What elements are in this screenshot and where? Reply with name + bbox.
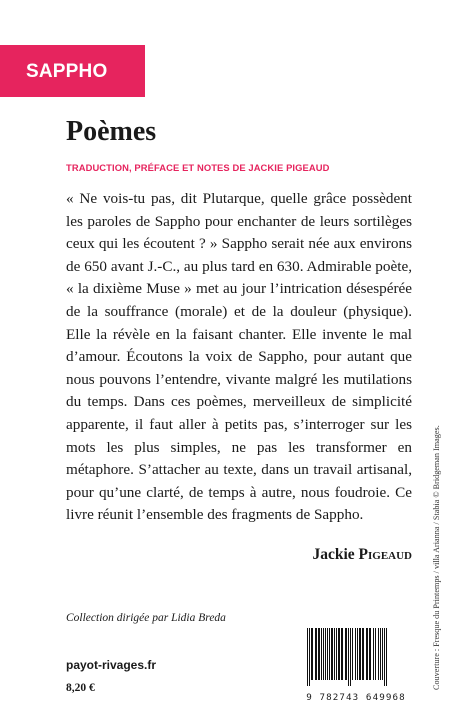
barcode-bar (323, 628, 324, 680)
barcode-bar (359, 628, 361, 680)
signature-first-name: Jackie (312, 546, 355, 563)
barcode-bar (331, 628, 333, 680)
barcode-bar (318, 628, 320, 680)
barcode-bar (369, 628, 371, 680)
barcode-bar (327, 628, 328, 680)
price: 8,20 € (66, 682, 95, 694)
barcode-bar (384, 628, 385, 686)
barcode-bar (309, 628, 310, 686)
barcode-bar (378, 628, 379, 680)
barcode-bar (338, 628, 340, 680)
barcode-bar (321, 628, 322, 680)
blurb-signature (312, 546, 412, 564)
barcode-bar (341, 628, 343, 680)
barcode (305, 628, 407, 686)
barcode-bar (334, 628, 335, 680)
barcode-number: 9 782743 649968 (306, 692, 406, 703)
collection-editor: Collection dirigée par Lidia Breda (66, 612, 226, 624)
barcode-bar (315, 628, 317, 680)
barcode-bar (348, 628, 349, 686)
barcode-bar (382, 628, 383, 680)
barcode-bar (350, 628, 351, 686)
barcode-bar (352, 628, 353, 680)
barcode-bar (345, 628, 347, 680)
book-title: Poèmes (66, 116, 157, 147)
barcode-bars (305, 628, 407, 686)
barcode-bar (336, 628, 337, 680)
signature-last-name: Pigeaud (358, 546, 412, 563)
barcode-bar (307, 628, 308, 686)
barcode-bar (386, 628, 387, 686)
translator-credit: TRADUCTION, PRÉFACE ET NOTES DE JACKIE PIGEAUD (66, 162, 330, 173)
barcode-bar (311, 628, 313, 680)
publisher-website: payot-rivages.fr (66, 658, 157, 672)
barcode-bar (329, 628, 330, 680)
barcode-bar (355, 628, 356, 680)
barcode-bar (362, 628, 364, 680)
barcode-bar (375, 628, 376, 680)
barcode-bar (366, 628, 368, 680)
author-name: SAPPHO (26, 61, 108, 82)
barcode-bar (325, 628, 326, 680)
back-cover-blurb: « Ne vois-tu pas, dit Plutarque, quelle grâce possèdent les paroles de Sappho pour enchanter de leurs sortilèges ceux qui les écoutent ? » Sappho serait née aux environs de 650 avant J.-C., au plus tard en 630. Admirable poète, « la dixième Muse » met au jour l’intrication désespérée de la souffrance (morale) et de la douleur (physique). Elle la révèle en la faisant chanter. Elle invente le mal d’amour. Écoutons la voix de Sappho, pour autant que nous pouvons l’entendre, vivante malgré les mutilations du temps. Dans ces poèmes, merveilleux de simplicité apparente, il faut aller à petits pas, s’interroger sur les mots les plus simples, ne pas les transformer en métaphore. S’attacher au texte, dans un travail artisanal, pour qu’une clarté, de temps à autre, nous foudroie. Ce livre réunit l’ensemble des fragments de Sappho. (66, 190, 412, 524)
barcode-bar (373, 628, 374, 680)
barcode-bar (357, 628, 358, 680)
cover-image-credit: Couverture : Fresque du Printemps / villa Arianna / Stabia © Bridgeman Images. (432, 425, 441, 690)
barcode-bar (380, 628, 381, 680)
